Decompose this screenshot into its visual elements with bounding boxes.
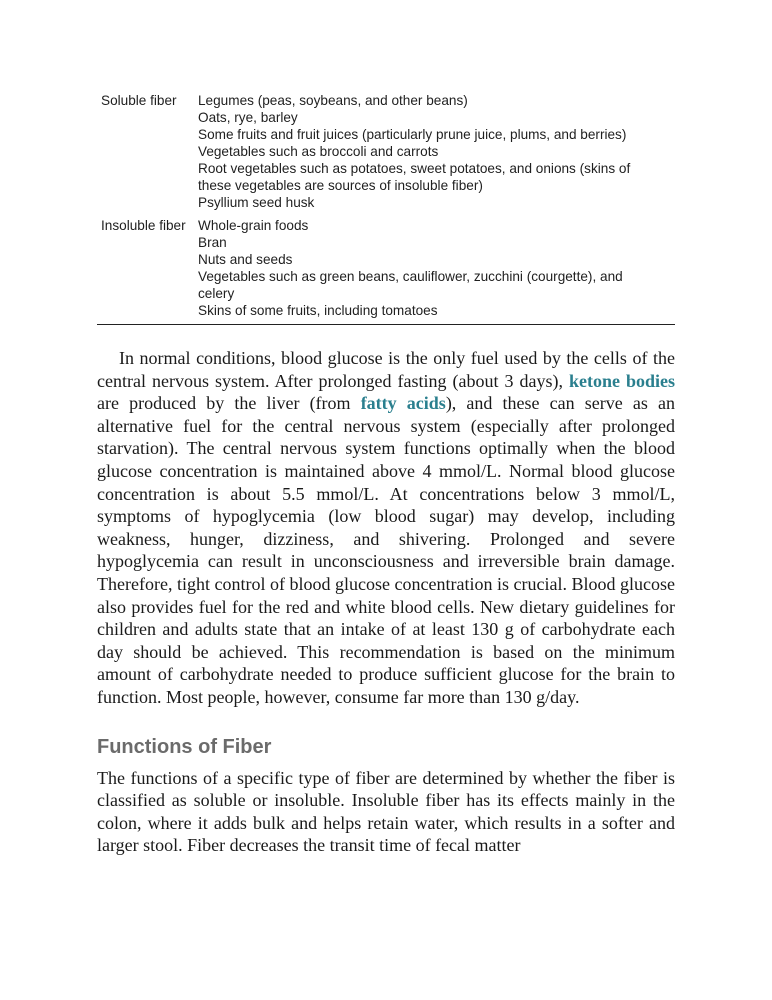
table-row: [97, 217, 675, 319]
list-item: these vegetables are sources of insoluble fiber): [198, 178, 483, 193]
term-link-fatty-acids[interactable]: fatty acids: [360, 393, 446, 414]
fiber-sources-table: [97, 92, 675, 325]
paragraph-text: In normal conditions, blood glucose is the only fuel used by the cells of the central nervous system. After prolonged fasting (about 3 days),: [97, 348, 675, 391]
fiber-source-list: [198, 217, 675, 319]
table-row: [97, 92, 675, 211]
list-item: Vegetables such as green beans, cauliflower, zucchini (courgette), and: [198, 269, 623, 284]
document-page: [97, 92, 675, 857]
list-item: Some fruits and fruit juices (particularly prune juice, plums, and berries): [198, 127, 627, 142]
list-item: Whole-grain foods: [198, 218, 309, 233]
term-link-ketone-bodies[interactable]: ketone bodies: [568, 370, 676, 391]
fiber-source-list: [198, 92, 675, 211]
list-item: Root vegetables such as potatoes, sweet potatoes, and onions (skins of: [198, 161, 631, 176]
list-item: Bran: [198, 235, 227, 250]
paragraph-text: are produced by the liver (from: [97, 393, 361, 414]
fiber-type-label: Insoluble fiber: [101, 218, 186, 233]
fiber-functions-paragraph: The functions of a specific type of fiber are determined by whether the fiber is classified as soluble or insoluble. Insoluble fiber has its effects mainly in the colon, where it adds bulk and helps retain water, which results in a softer and larger stool. Fiber decreases the transit time of fecal matter: [97, 767, 675, 856]
list-item: Skins of some fruits, including tomatoes: [198, 303, 438, 318]
paragraph-text: ), and these can serve as an alternative fuel for the central nervous system (especially after prolonged starvation). The central nervous system functions optimally when the blood glucose concentration is maintained above 4 mmol/L. Normal blood glucose concentration is about 5.5 mmol/L. At concentrations below 3 mmol/L, symptoms of hypoglycemia (low blood sugar) may develop, including weakness, hunger, dizziness, and shivering. Prolonged and severe hypoglycemia can result in unconsciousness and irreversible brain damage. Therefore, tight control of blood glucose concentration is crucial. Blood glucose also provides fuel for the red and white blood cells. New dietary guidelines for children and adults state that an intake of at least 130 g of carbohydrate each day should be achieved. This recommendation is based on the minimum amount of carbohydrate needed to produce sufficient glucose for the brain to function. Most people, however, consume far more than 130 g/day.: [97, 393, 675, 707]
glucose-paragraph: [97, 347, 675, 709]
list-item: Vegetables such as broccoli and carrots: [198, 144, 439, 159]
list-item: celery: [198, 286, 235, 301]
list-item: Oats, rye, barley: [198, 110, 298, 125]
list-item: Nuts and seeds: [198, 252, 293, 267]
fiber-type-label: Soluble fiber: [101, 93, 177, 108]
list-item: Psyllium seed husk: [198, 195, 315, 210]
list-item: Legumes (peas, soybeans, and other beans): [198, 93, 468, 108]
section-heading: Functions of Fiber: [97, 735, 272, 758]
